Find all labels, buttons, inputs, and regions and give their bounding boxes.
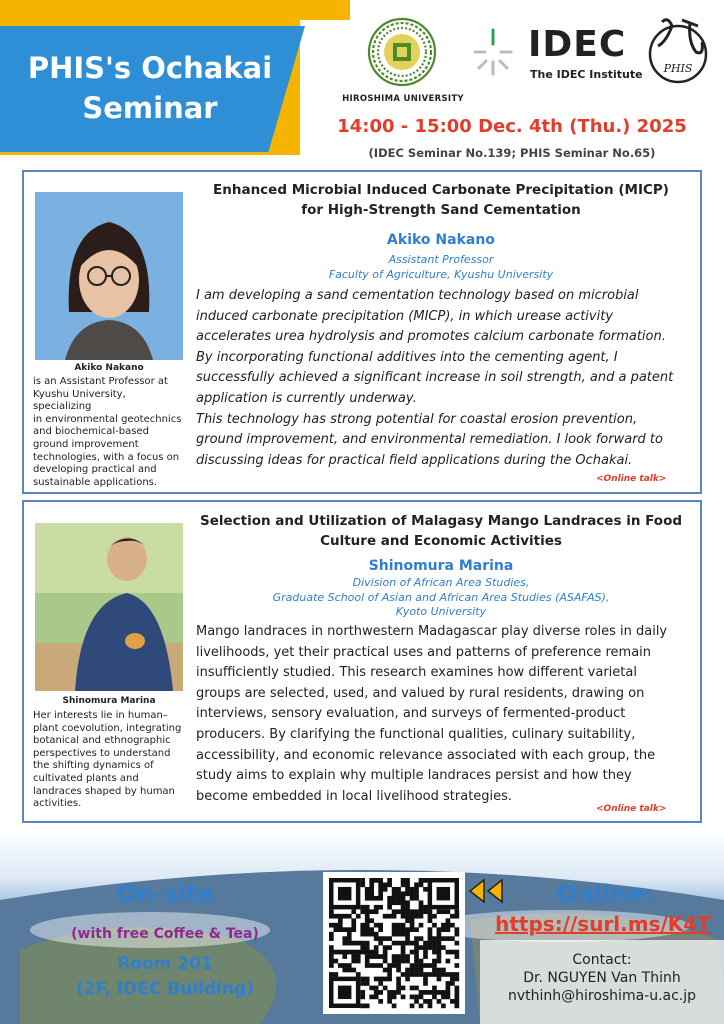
- bio-line: botanical and ethnographic: [33, 735, 171, 747]
- affiliation-line: Graduate School of Asian and African Area Studies (ASAFAS),: [272, 590, 610, 604]
- contact-name: Dr. NGUYEN Van Thinh: [523, 970, 681, 986]
- onsite-coffee-note: (with free Coffee & Tea): [71, 926, 259, 942]
- qr-code[interactable]: [323, 872, 465, 1014]
- idec-institute-name: The IDEC Institute: [530, 68, 643, 81]
- affiliation-line: Assistant Professor: [388, 253, 494, 266]
- talk-title-line: for High-Strength Sand Cementation: [301, 202, 581, 218]
- idec-star-icon: [465, 24, 521, 80]
- bio-line: developing practical and: [33, 464, 157, 476]
- abstract-line: accessibility, and economic relevance associated with each group, the: [196, 747, 656, 763]
- hiroshima-university-logo: [366, 16, 438, 88]
- speaker-bio-2: [33, 710, 183, 811]
- bio-line: in environmental geotechnics: [33, 413, 182, 425]
- onsite-heading: On-site: [116, 880, 214, 908]
- abstract-line: discussing ideas for practical field applications during the Ochakai.: [196, 452, 633, 468]
- speaker-caption-1: Akiko Nakano: [74, 363, 144, 373]
- online-talk-tag-2: <Online talk>: [596, 804, 667, 814]
- phis-logo-text: PHIS: [663, 62, 693, 75]
- room-line: (2F, IDEC Building): [75, 979, 255, 999]
- seminar-numbers: (IDEC Seminar No.139; PHIS Seminar No.65): [368, 146, 656, 160]
- event-title-line1: PHIS's Ochakai: [27, 51, 273, 85]
- abstract-line: By incorporating functional additives into the cementing agent, I: [196, 349, 618, 365]
- abstract-line: ground improvement, and environmental remediation. I look forward to: [196, 432, 663, 448]
- bio-line: technologies, with a focus on: [33, 451, 180, 463]
- online-heading: Online:: [556, 880, 654, 908]
- abstract-line: I am developing a sand cementation technology based on microbial: [196, 288, 639, 303]
- contact-email[interactable]: nvthinh@hiroshima-u.ac.jp: [507, 988, 697, 1004]
- room-line: Room 201: [117, 954, 213, 974]
- abstract-line: become embedded in local livelihood strategies.: [196, 788, 513, 804]
- abstract-line: interviews, sensory evaluation, and surveys of fermented-product: [196, 706, 626, 722]
- speaker-caption-2: Shinomura Marina: [62, 696, 156, 706]
- event-title-line2: Seminar: [82, 91, 218, 125]
- abstract-line: producers. By clarifying the functional qualities, culinary suitability,: [196, 726, 636, 742]
- abstract-line: induced carbonate precipitation (MICP), in which urease activity: [196, 308, 614, 324]
- bio-line: perspectives to understand: [33, 747, 171, 759]
- talk-affiliation-1: [196, 253, 686, 282]
- bio-line: the shifting dynamics of: [33, 760, 154, 772]
- speaker-photo-shinomura-marina: [35, 523, 183, 691]
- talk-affiliation-2: [196, 576, 686, 620]
- online-talk-tag-1: <Online talk>: [596, 474, 667, 484]
- bio-line: landraces shaped by human: [33, 785, 175, 797]
- abstract-line: groups are selected, used, and valued by rural residents, drawing on: [196, 685, 645, 701]
- talk-title-2: [196, 511, 686, 551]
- talk-title-line: Culture and Economic Activities: [320, 533, 562, 549]
- bio-line: and biochemical-based: [33, 426, 149, 438]
- bio-line: Kyushu University, specializing: [33, 388, 126, 413]
- talk-abstract-1: [196, 286, 686, 471]
- bio-line: plant coevolution, integrating: [33, 722, 182, 734]
- speaker-bio-1: [33, 376, 183, 489]
- abstract-line: Mango landraces in northwestern Madagascar play diverse roles in daily: [196, 624, 668, 639]
- talk-title-line: Enhanced Microbial Induced Carbonate Precipitation (MICP): [213, 182, 669, 198]
- talk-speaker-2: Shinomura Marina: [368, 558, 514, 574]
- bio-line: activities.: [33, 798, 82, 810]
- qr-code-graphic: [323, 872, 465, 1014]
- phis-logo: [642, 12, 714, 90]
- idec-logo-text: IDEC: [528, 24, 627, 65]
- bio-line: cultivated plants and: [33, 772, 139, 784]
- talk-title-1: [196, 180, 686, 220]
- contact-label: Contact:: [572, 952, 632, 968]
- abstract-line: This technology has strong potential for coastal erosion prevention,: [196, 411, 638, 427]
- double-arrow-left-icon: [466, 878, 506, 904]
- talk-speaker-1: Akiko Nakano: [387, 232, 495, 248]
- event-title: [0, 48, 300, 128]
- university-name: HIROSHIMA UNIVERSITY: [342, 94, 464, 104]
- header-yellow-bar: [0, 0, 350, 20]
- onsite-room: [55, 952, 275, 1002]
- abstract-line: accelerates urea hydrolysis and promotes calcium carbonate formation.: [196, 329, 666, 345]
- bio-line: Her interests lie in human–: [33, 710, 168, 721]
- abstract-line: livelihoods, yet their practical uses and patterns of preference remain: [196, 644, 652, 660]
- bio-line: is an Assistant Professor at: [33, 376, 168, 387]
- talk-title-line: Selection and Utilization of Malagasy Mango Landraces in Food: [199, 513, 683, 529]
- event-date-time: 14:00 - 15:00 Dec. 4th (Thu.) 2025: [337, 116, 687, 137]
- affiliation-line: Division of African Area Studies,: [352, 576, 530, 589]
- bio-line: sustainable applications.: [33, 476, 158, 488]
- affiliation-line: Kyoto University: [395, 605, 487, 618]
- abstract-line: insufficiently studied. This research examines how different varietal: [196, 665, 637, 681]
- abstract-line: successfully achieved a significant increase in soil strength, and a patent: [196, 370, 674, 386]
- talk-abstract-2: [196, 622, 686, 807]
- online-link[interactable]: https://surl.ms/K4T: [495, 912, 711, 936]
- abstract-line: application is currently underway.: [196, 390, 417, 406]
- speaker-photo-akiko-nakano: [35, 192, 183, 360]
- abstract-line: study aims to explain why multiple landraces persist and how they: [196, 768, 632, 784]
- bio-line: ground improvement: [33, 438, 139, 450]
- affiliation-line: Faculty of Agriculture, Kyushu University: [328, 267, 554, 281]
